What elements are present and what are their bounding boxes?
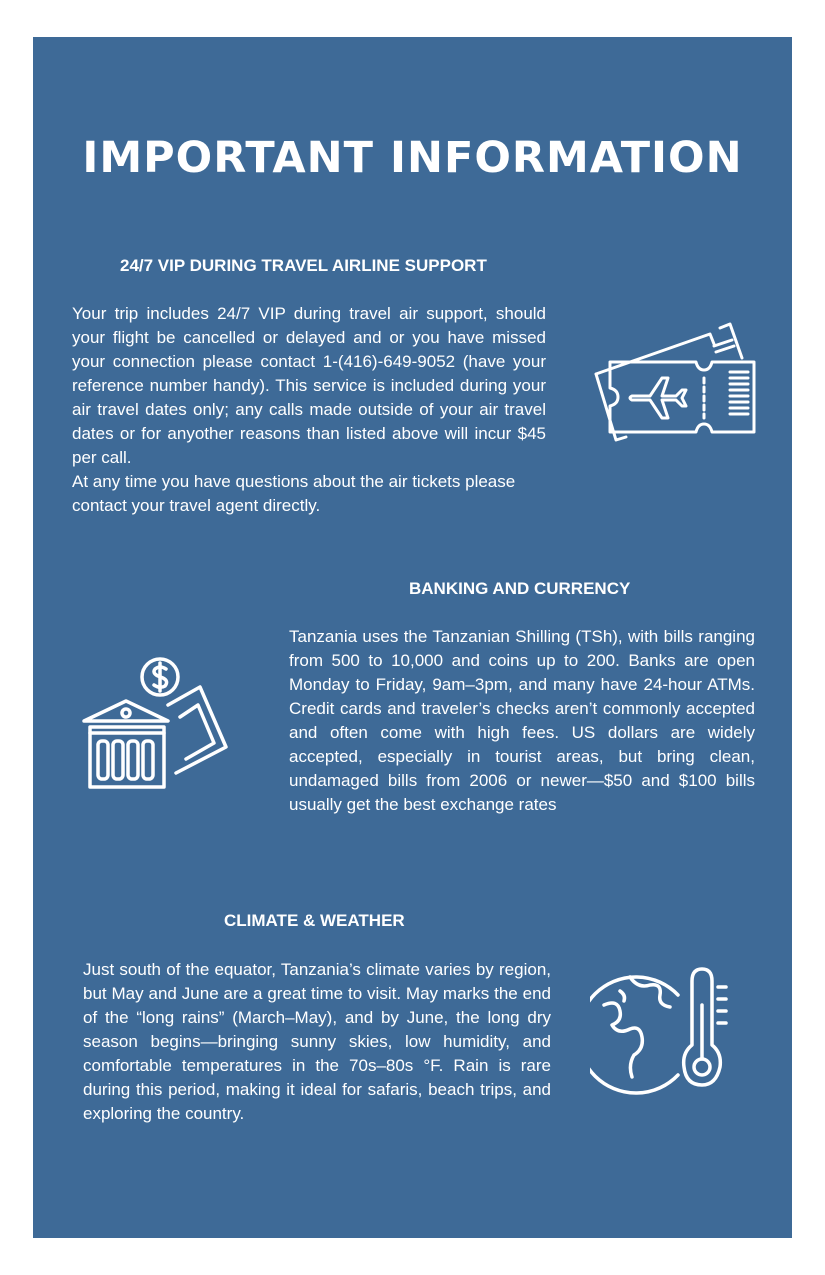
airline-support-heading: 24/7 VIP DURING TRAVEL AIRLINE SUPPORT <box>120 256 487 275</box>
airline-support-body <box>72 302 546 518</box>
climate-paragraph: Just south of the equator, Tanzania’s climate varies by region, but May and June are a great time to visit. May marks the end of the “long rains” (March–May), and by June, the long dry season begins—bringing sunny skies, low humidity, and comfortable temperatures in the 70s–80s °F. Rain is rare during this period, making it ideal for safaris, beach trips, and exploring the country. <box>83 960 551 1123</box>
banking-heading: BANKING AND CURRENCY <box>409 579 631 598</box>
globe-thermometer-icon <box>590 965 730 1095</box>
plane-ticket-icon <box>592 322 758 446</box>
airline-support-paragraph: At any time you have questions about the air tickets please contact your travel agent directly. <box>72 472 516 515</box>
climate-heading: CLIMATE & WEATHER <box>224 911 405 930</box>
banking-paragraph: Tanzania uses the Tanzanian Shilling (TSh), with bills ranging from 500 to 10,000 and coins up to 200. Banks are open Monday to Friday, 9am–3pm, and many have 24-hour ATMs. Credit cards and traveler’s checks aren’t commonly accepted and often come with high fees. US dollars are widely accepted, especially in tourist areas, but bring clean, undamaged bills from 2006 or newer—$50 and $100 bills usually get the best exchange rates <box>289 627 755 814</box>
page-title: IMPORTANT INFORMATION <box>82 133 743 183</box>
climate-body <box>83 958 551 1126</box>
bank-money-icon <box>80 655 230 791</box>
banking-body <box>289 625 755 817</box>
airline-support-paragraph: Your trip includes 24/7 VIP during travel air support, should your flight be cancelled or delayed and or you have missed your connection please contact 1-(416)-649-9052 (have your reference number handy). This service is included during your air travel dates only; any calls made outside of your air travel dates or for anyother reasons than listed above will incur $45 per call. <box>72 304 546 467</box>
